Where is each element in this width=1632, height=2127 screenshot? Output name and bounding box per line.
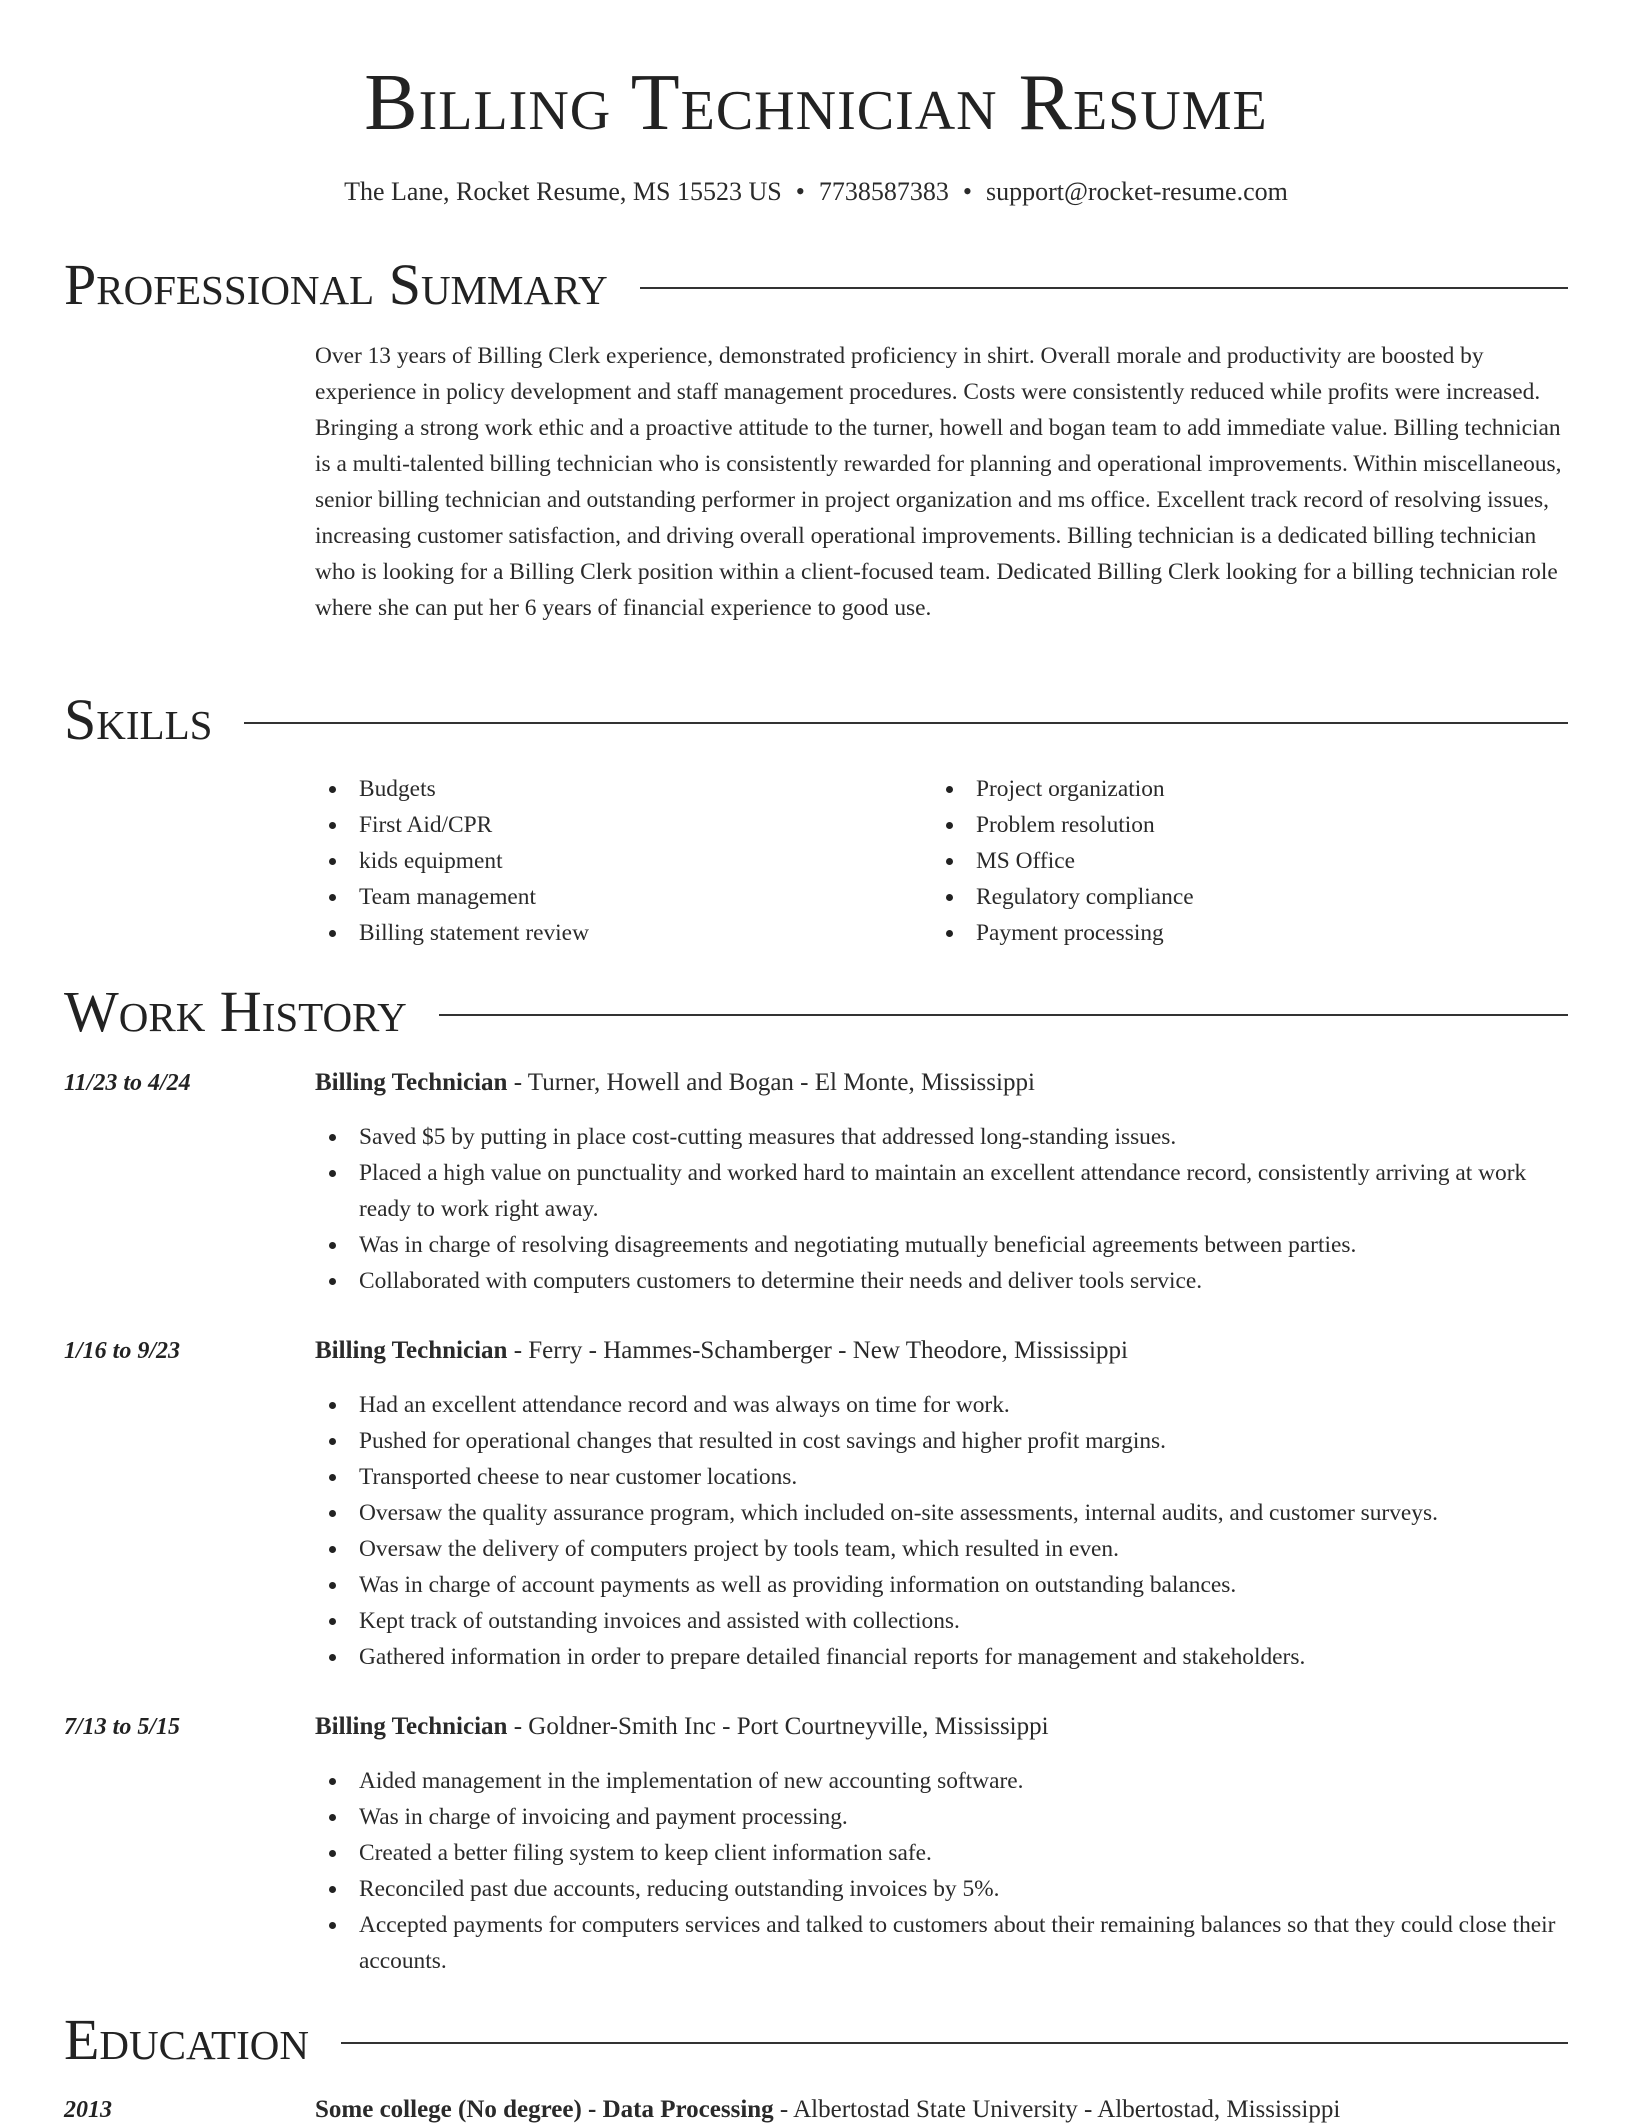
- job-employer: - Ferry - Hammes-Schamberger - New Theodore, Mississippi: [507, 1337, 1128, 1364]
- skill-item: Billing statement review: [315, 915, 895, 951]
- contact-phone: 7738587383: [818, 177, 949, 206]
- section-heading-education: [64, 2008, 1568, 2072]
- job-title: Billing Technician: [315, 1069, 508, 1096]
- job-bullet: Collaborated with computers customers to determine their needs and deliver tools service.: [315, 1263, 1568, 1299]
- job-bullet: Saved $5 by putting in place cost-cutting measures that addressed long-standing issues.: [315, 1119, 1568, 1155]
- skill-item: Budgets: [315, 771, 895, 807]
- job-bullet: Was in charge of resolving disagreements and negotiating mutually beneficial agreements between parties.: [315, 1227, 1568, 1263]
- job-title: Billing Technician: [315, 1337, 508, 1364]
- resume-title: Billing Technician Resume: [364, 59, 1268, 147]
- job-bullet: Pushed for operational changes that resulted in cost savings and higher profit margins.: [315, 1423, 1568, 1459]
- job-bullet: Was in charge of invoicing and payment processing.: [315, 1799, 1568, 1835]
- skill-item: kids equipment: [315, 843, 895, 879]
- job-bullet-list: [315, 1119, 1568, 1299]
- section-heading-skills: [64, 688, 1568, 752]
- job-dates: 1/16 to 9/23: [64, 1338, 181, 1364]
- education-degree: Some college (No degree) - Data Processing: [315, 2096, 774, 2123]
- job-bullet: Oversaw the delivery of computers project by tools team, which resulted in even.: [315, 1531, 1568, 1567]
- skill-item: Regulatory compliance: [932, 879, 1568, 915]
- job-dates: 11/23 to 4/24: [64, 1070, 191, 1096]
- job-bullet: Placed a high value on punctuality and worked hard to maintain an excellent attendance record, consistently arriving at work ready to work right away.: [315, 1155, 1568, 1227]
- section-title: Work History: [64, 979, 407, 1044]
- section-title: Education: [64, 2007, 309, 2072]
- job-bullet: Aided management in the implementation of new accounting software.: [315, 1763, 1568, 1799]
- skill-item: Team management: [315, 879, 895, 915]
- skill-item: Problem resolution: [932, 807, 1568, 843]
- job-heading: [315, 1066, 1568, 1100]
- job-heading: [315, 1334, 1568, 1368]
- job-employer: - Turner, Howell and Bogan - El Monte, Mississippi: [507, 1069, 1035, 1096]
- education-school: - Albertostad State University - Albertostad, Mississippi: [773, 2096, 1341, 2123]
- job-bullet: Transported cheese to near customer locations.: [315, 1459, 1568, 1495]
- job-bullet-list: [315, 1387, 1568, 1675]
- job-heading: [315, 1710, 1568, 1744]
- skill-item: First Aid/CPR: [315, 807, 895, 843]
- summary-text: Over 13 years of Billing Clerk experience, demonstrated proficiency in shirt. Overall morale and productivity are boosted by experience in policy development and staff management procedures. Costs were consistently reduced while profits were increased. Bringing a strong work ethic and a proactive attitude to the turner, howell and bogan team to add immediate value. Billing technician is a multi-talented billing technician who is consistently rewarded for planning and operational improvements. Within miscellaneous, senior billing technician and outstanding performer in project organization and ms office. Excellent track record of resolving issues, increasing customer satisfaction, and driving overall operational improvements. Billing technician is a dedicated billing technician who is looking for a Billing Clerk position within a client-focused team. Dedicated Billing Clerk looking for a billing technician role where she can put her 6 years of financial experience to good use.: [315, 343, 1562, 621]
- contact-email: support@rocket-resume.com: [985, 177, 1288, 206]
- job-bullet: Accepted payments for computers services and talked to customers about their remaining balances so that they could close their accounts.: [315, 1907, 1568, 1979]
- job-bullet: Created a better filing system to keep client information safe.: [315, 1835, 1568, 1871]
- section-heading-summary: [64, 253, 1568, 317]
- job-bullet: Kept track of outstanding invoices and assisted with collections.: [315, 1603, 1568, 1639]
- job-bullet: Gathered information in order to prepare detailed financial reports for management and stakeholders.: [315, 1639, 1568, 1675]
- section-divider: [439, 1014, 1568, 1016]
- section-heading-work-history: [64, 980, 1568, 1044]
- section-divider: [640, 287, 1568, 289]
- section-title: Professional Summary: [64, 252, 608, 317]
- job-employer: - Goldner-Smith Inc - Port Courtneyville, Mississippi: [507, 1713, 1049, 1740]
- skill-item: Payment processing: [932, 915, 1568, 951]
- skill-item: Project organization: [932, 771, 1568, 807]
- job-bullet: Oversaw the quality assurance program, which included on-site assessments, internal audits, and customer surveys.: [315, 1495, 1568, 1531]
- job-bullet: Had an excellent attendance record and was always on time for work.: [315, 1387, 1568, 1423]
- section-divider: [244, 722, 1568, 724]
- contact-separator: •: [795, 177, 805, 206]
- skills-list-right: [932, 771, 1568, 951]
- section-title: Skills: [64, 687, 213, 752]
- section-divider: [341, 2042, 1568, 2044]
- contact-separator: •: [962, 177, 972, 206]
- skill-item: MS Office: [932, 843, 1568, 879]
- education-heading: [315, 2093, 1568, 2127]
- job-bullet: Reconciled past due accounts, reducing outstanding invoices by 5%.: [315, 1871, 1568, 1907]
- job-bullet-list: [315, 1763, 1568, 1979]
- job-bullet: Was in charge of account payments as well as providing information on outstanding balances.: [315, 1567, 1568, 1603]
- skills-list-left: [315, 771, 895, 951]
- education-date: 2013: [64, 2097, 112, 2123]
- contact-line: [0, 175, 1632, 209]
- contact-address: The Lane, Rocket Resume, MS 15523 US: [344, 177, 782, 206]
- job-title: Billing Technician: [315, 1713, 508, 1740]
- job-dates: 7/13 to 5/15: [64, 1714, 181, 1740]
